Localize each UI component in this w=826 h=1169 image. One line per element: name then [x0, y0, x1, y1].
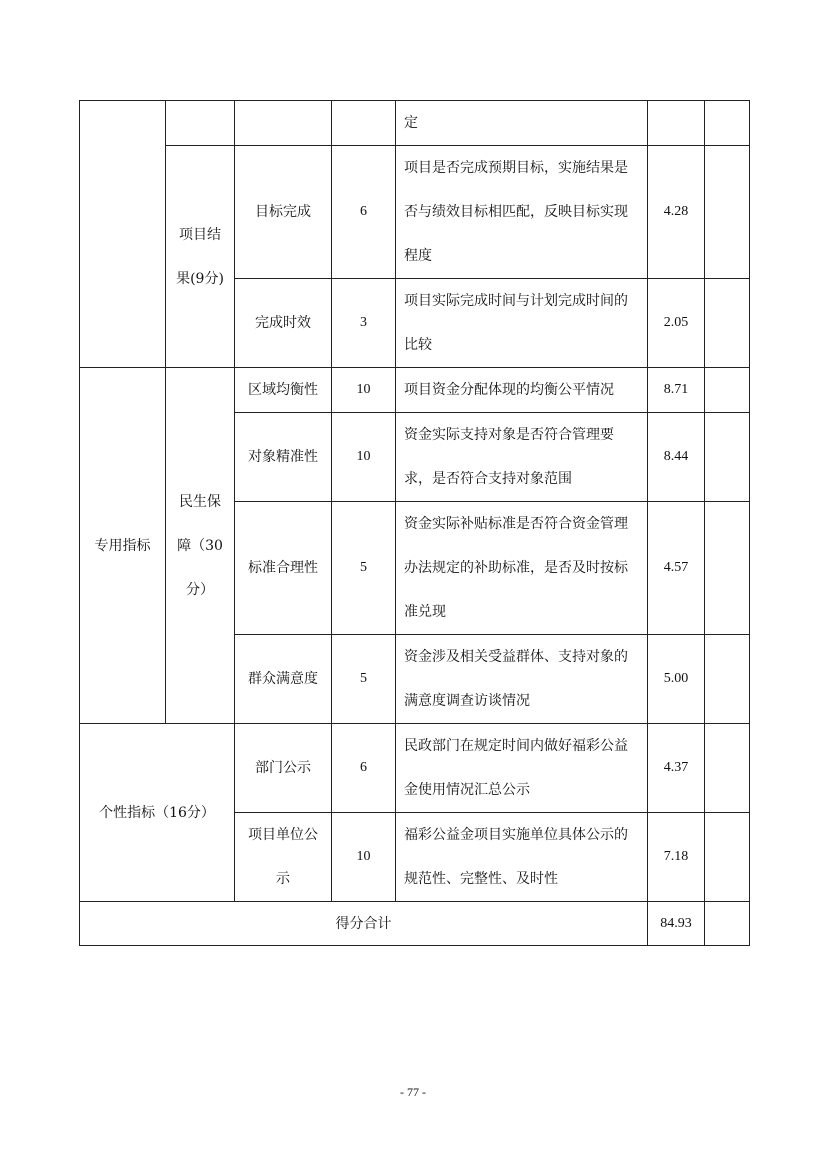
description-cell: 民政部门在规定时间内做好福彩公益金使用情况汇总公示	[396, 724, 648, 813]
score-cell: 4.37	[648, 724, 705, 813]
score-cell: 4.28	[648, 146, 705, 279]
category-cell: 个性指标（16分）	[80, 724, 235, 902]
score-cell: 8.44	[648, 413, 705, 502]
remark-cell	[705, 413, 750, 502]
subcategory-cell	[166, 146, 235, 368]
indicator-cell: 对象精准性	[235, 413, 332, 502]
category-cell: 专用指标	[80, 368, 166, 724]
description-cell: 项目是否完成预期目标，实施结果是否与绩效目标相匹配，反映目标实现程度	[396, 146, 648, 279]
indicator-cell: 目标完成	[235, 146, 332, 279]
table-row	[80, 101, 750, 146]
table-row	[80, 368, 750, 413]
score-cell: 4.57	[648, 502, 705, 635]
indicator-cell-empty	[235, 101, 332, 146]
subcategory-label: 项目结果(9分)	[176, 226, 224, 287]
remark-cell	[705, 101, 750, 146]
remark-cell	[705, 902, 750, 946]
remark-cell	[705, 146, 750, 279]
weight-cell: 3	[332, 279, 396, 368]
remark-cell	[705, 279, 750, 368]
score-cell: 5.00	[648, 635, 705, 724]
remark-cell	[705, 502, 750, 635]
description-cell: 福彩公益金项目实施单位具体公示的规范性、完整性、及时性	[396, 813, 648, 902]
weight-cell: 10	[332, 813, 396, 902]
table-row	[80, 724, 750, 813]
description-cell: 项目实际完成时间与计划完成时间的比较	[396, 279, 648, 368]
description-cell: 资金涉及相关受益群体、支持对象的满意度调查访谈情况	[396, 635, 648, 724]
weight-cell: 5	[332, 502, 396, 635]
total-row	[80, 902, 750, 946]
remark-cell	[705, 635, 750, 724]
description-cell: 项目资金分配体现的均衡公平情况	[396, 368, 648, 413]
indicator-cell: 部门公示	[235, 724, 332, 813]
indicator-cell: 完成时效	[235, 279, 332, 368]
subcategory-cell-empty	[166, 101, 235, 146]
total-score: 84.93	[648, 902, 705, 946]
total-label: 得分合计	[80, 902, 648, 946]
weight-cell: 6	[332, 146, 396, 279]
table-row	[80, 146, 750, 279]
page-number: - 77 -	[400, 1085, 426, 1099]
indicator-cell: 标准合理性	[235, 502, 332, 635]
category-cell-empty	[80, 101, 166, 368]
weight-cell: 10	[332, 413, 396, 502]
description-cell: 资金实际补贴标准是否符合资金管理办法规定的补助标准，是否及时按标准兑现	[396, 502, 648, 635]
weight-cell: 6	[332, 724, 396, 813]
indicator-cell: 项目单位公示	[235, 813, 332, 902]
indicator-cell: 群众满意度	[235, 635, 332, 724]
score-cell: 8.71	[648, 368, 705, 413]
remark-cell	[705, 368, 750, 413]
score-cell: 2.05	[648, 279, 705, 368]
weight-cell: 10	[332, 368, 396, 413]
score-cell-empty	[648, 101, 705, 146]
remark-cell	[705, 724, 750, 813]
subcategory-cell	[166, 368, 235, 724]
weight-cell-empty	[332, 101, 396, 146]
description-cell: 资金实际支持对象是否符合管理要求，是否符合支持对象范围	[396, 413, 648, 502]
remark-cell	[705, 813, 750, 902]
description-cell: 定	[396, 101, 648, 146]
weight-cell: 5	[332, 635, 396, 724]
subcategory-label: 民生保障（30分）	[177, 493, 223, 598]
indicator-cell: 区域均衡性	[235, 368, 332, 413]
evaluation-table	[79, 100, 750, 946]
score-cell: 7.18	[648, 813, 705, 902]
